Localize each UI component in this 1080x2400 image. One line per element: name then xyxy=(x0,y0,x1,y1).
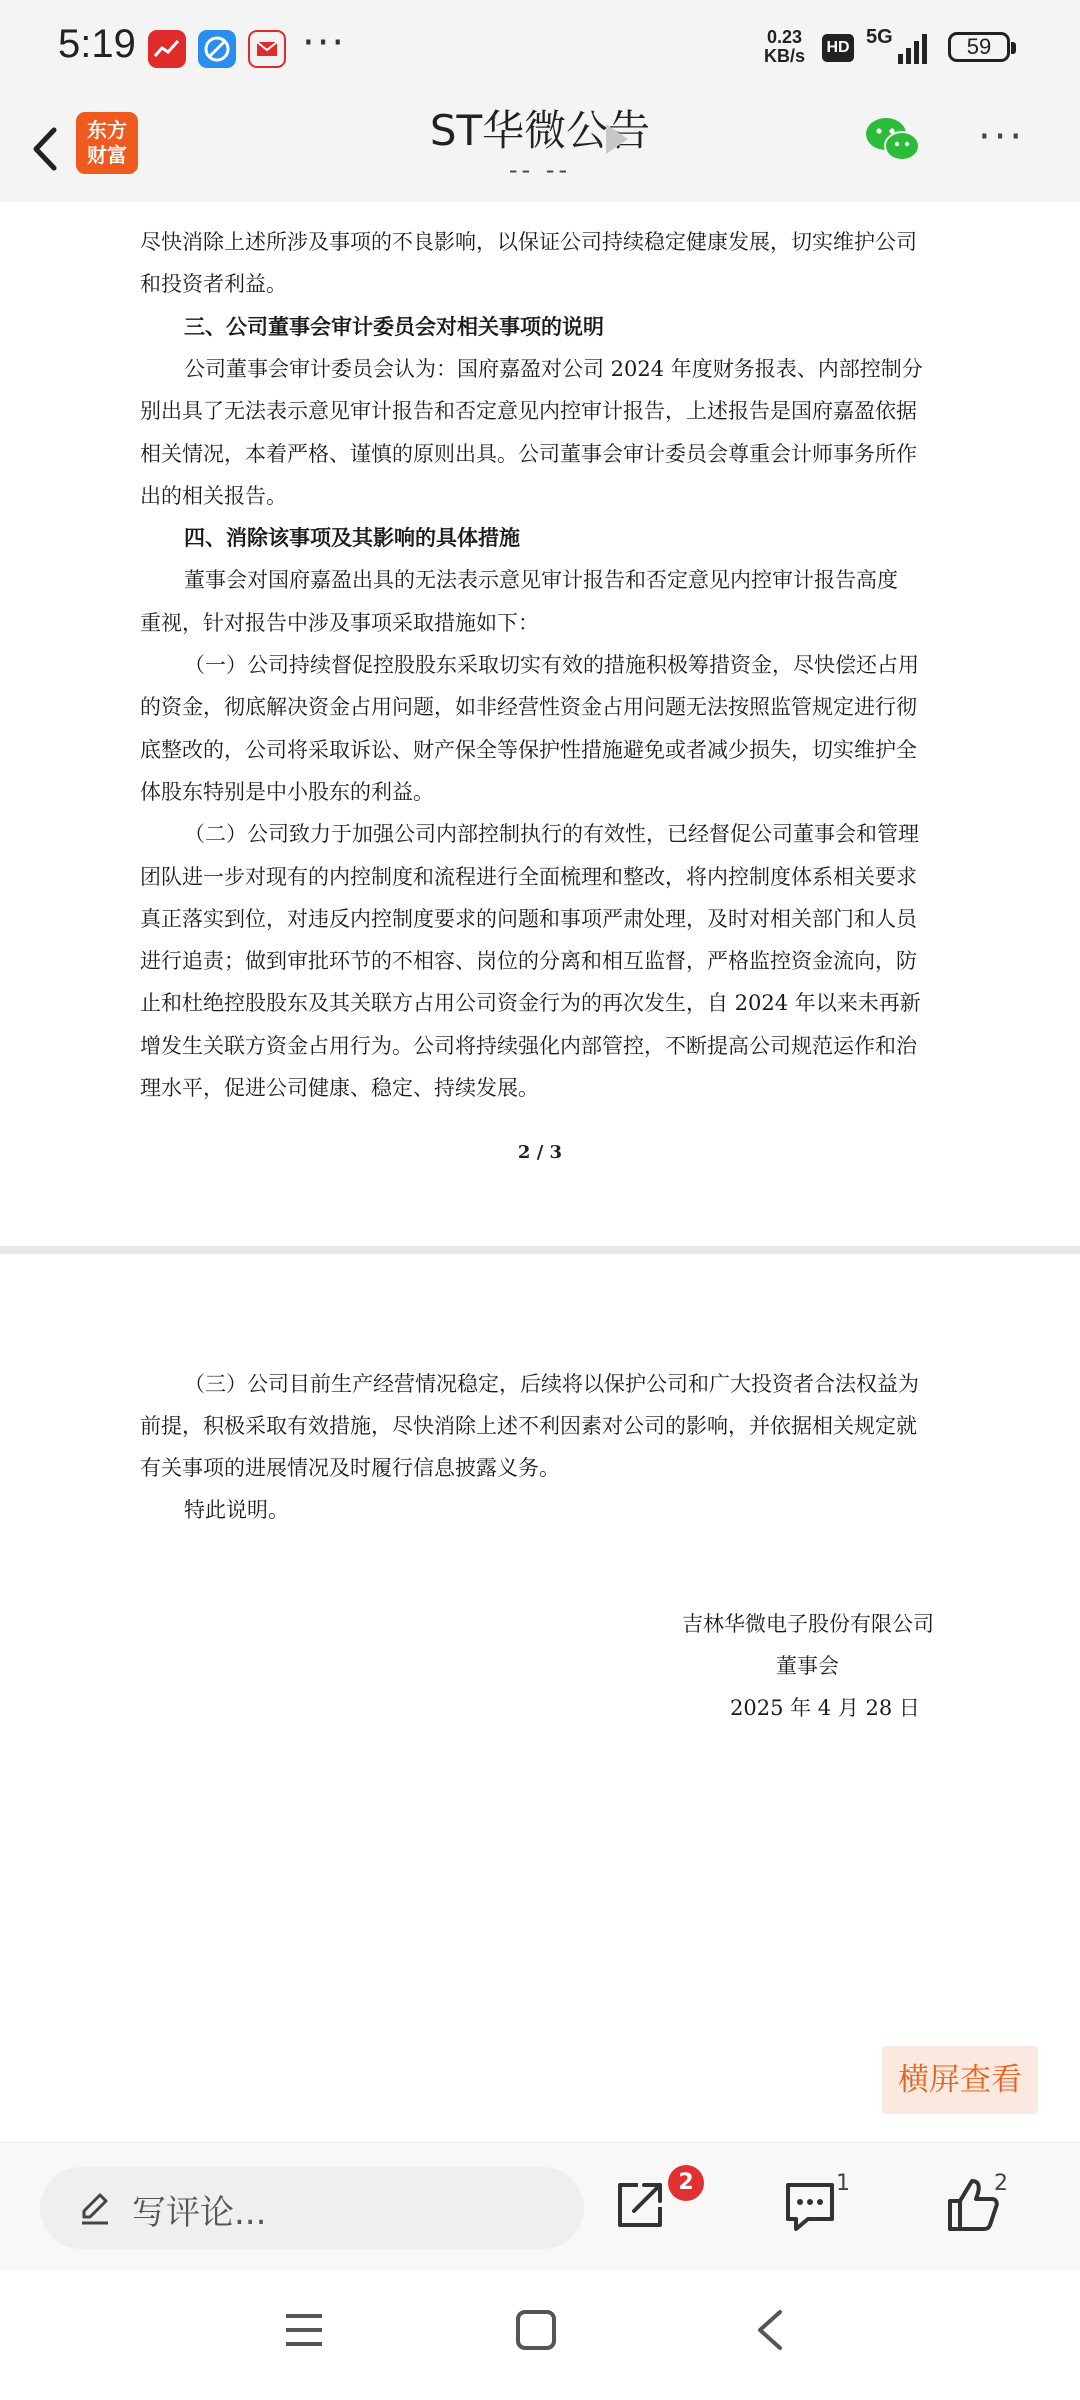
stock-price-subtitle: -- -- xyxy=(508,156,572,184)
bottom-action-bar xyxy=(0,2142,1080,2271)
app-header xyxy=(0,96,1080,203)
document-line: 相关情况，本着严格、谨慎的原则出具。公司董事会审计委员会尊重会计师事务所作 xyxy=(140,441,917,466)
more-icon[interactable]: ··· xyxy=(978,114,1026,160)
signal-icon xyxy=(884,32,932,66)
document-line: 前提，积极采取有效措施，尽快消除上述不利因素对公司的影响，并依据相关规定就 xyxy=(140,1414,917,1438)
document-line: 的资金，彻底解决资金占用问题，如非经营性资金占用问题无法按照监管规定进行彻 xyxy=(140,695,917,720)
document-line: 底整改的，公司将采取诉讼、财产保全等保护性措施避免或者减少损失，切实维护全 xyxy=(140,737,917,762)
document-line: 特此说明。 xyxy=(184,1498,289,1522)
document-line: 四、消除该事项及其影响的具体措施 xyxy=(184,525,520,551)
red-stock-app-icon xyxy=(148,30,186,68)
document-line: 尽快消除上述所涉及事项的不良影响，以保证公司持续稳定健康发展，切实维护公司 xyxy=(140,230,917,254)
document-line: 进行追责；做到审批环节的不相容、岗位的分离和相互监督，严格监控资金流向，防 xyxy=(140,949,917,974)
landscape-view-button[interactable]: 横屏查看 xyxy=(882,2046,1038,2114)
status-time: 5:19 xyxy=(58,22,136,66)
signature-date: 2025 年 4 月 28 日 xyxy=(730,1696,920,1720)
document-line: 重视，针对报告中涉及事项采取措施如下： xyxy=(140,610,539,635)
system-nav-bar xyxy=(0,2270,1080,2400)
battery-icon: 59 xyxy=(948,32,1010,62)
share-icon[interactable] xyxy=(608,2173,672,2237)
signature-board: 董事会 xyxy=(776,1654,839,1678)
back-nav-icon[interactable] xyxy=(752,2308,788,2352)
comment-placeholder: 写评论... xyxy=(132,2193,267,2233)
logo-line-2: 财富 xyxy=(87,143,127,167)
signature-company: 吉林华微电子股份有限公司 xyxy=(682,1612,934,1636)
pencil-icon xyxy=(76,2189,114,2227)
logo-line-1: 东方 xyxy=(87,118,127,142)
home-icon[interactable] xyxy=(514,2308,558,2352)
page-title: ST华微公告 xyxy=(429,106,651,155)
network-type: 5G xyxy=(866,26,893,48)
document-line: （三）公司目前生产经营情况稳定，后续将以保护公司和广大投资者合法权益为 xyxy=(184,1372,919,1396)
red-mail-icon xyxy=(248,30,286,68)
document-line: 三、公司董事会审计委员会对相关事项的说明 xyxy=(184,313,604,339)
blue-browser-icon xyxy=(198,30,236,68)
comment-icon[interactable] xyxy=(778,2173,842,2237)
document-line: 增发生关联方资金占用行为。公司将持续强化内部管控，不断提高公司规范运作和治 xyxy=(140,1033,917,1058)
network-speed xyxy=(764,28,805,66)
document-line: 公司董事会审计委员会认为：国府嘉盈对公司 2024 年度财务报表、内部控制分 xyxy=(184,356,923,381)
document-line: 有关事项的进展情况及时履行信息披露义务。 xyxy=(140,1456,560,1480)
document-line: 体股东特别是中小股东的利益。 xyxy=(140,779,434,804)
status-more-icon: ··· xyxy=(302,20,347,66)
page-number: 2 / 3 xyxy=(517,1142,563,1163)
document-line: 真正落实到位，对违反内控制度要求的问题和事项严肃处理，及时对相关部门和人员 xyxy=(140,906,917,931)
comment-input[interactable] xyxy=(40,2167,584,2249)
document-line: 出的相关报告。 xyxy=(140,483,287,508)
title-arrow-icon[interactable] xyxy=(606,124,628,154)
comment-count: 1 xyxy=(836,2171,850,2196)
document-line: 止和杜绝控股股东及其关联方占用公司资金行为的再次发生，自 2024 年以来未再新 xyxy=(140,991,921,1016)
like-count: 2 xyxy=(994,2171,1008,2196)
document-line: （二）公司致力于加强公司内部控制执行的有效性，已经督促公司董事会和管理 xyxy=(184,822,919,847)
document-line: （一）公司持续督促控股股东采取切实有效的措施积极筹措资金，尽快偿还占用 xyxy=(184,653,919,677)
document-line: 团队进一步对现有的内控制度和流程进行全面梳理和整改，将内控制度体系相关要求 xyxy=(140,864,917,889)
network-speed-unit: KB/s xyxy=(764,46,806,66)
share-badge: 2 xyxy=(668,2165,704,2201)
network-speed-value: 0.23 xyxy=(766,27,803,47)
share-wechat-icon[interactable] xyxy=(862,114,924,166)
status-bar xyxy=(0,0,1080,96)
menu-icon[interactable] xyxy=(282,2310,326,2350)
announcement-document xyxy=(0,202,1080,2162)
document-line: 理水平，促进公司健康、稳定、持续发展。 xyxy=(140,1076,539,1100)
hd-badge: HD xyxy=(822,34,854,62)
document-line: 别出具了无法表示意见审计报告和否定意见内控审计报告，上述报告是国府嘉盈依据 xyxy=(140,399,917,424)
page-divider xyxy=(0,1246,1080,1254)
document-line: 和投资者利益。 xyxy=(140,272,287,297)
document-line: 董事会对国府嘉盈出具的无法表示意见审计报告和否定意见内控审计报告高度 xyxy=(184,568,898,593)
